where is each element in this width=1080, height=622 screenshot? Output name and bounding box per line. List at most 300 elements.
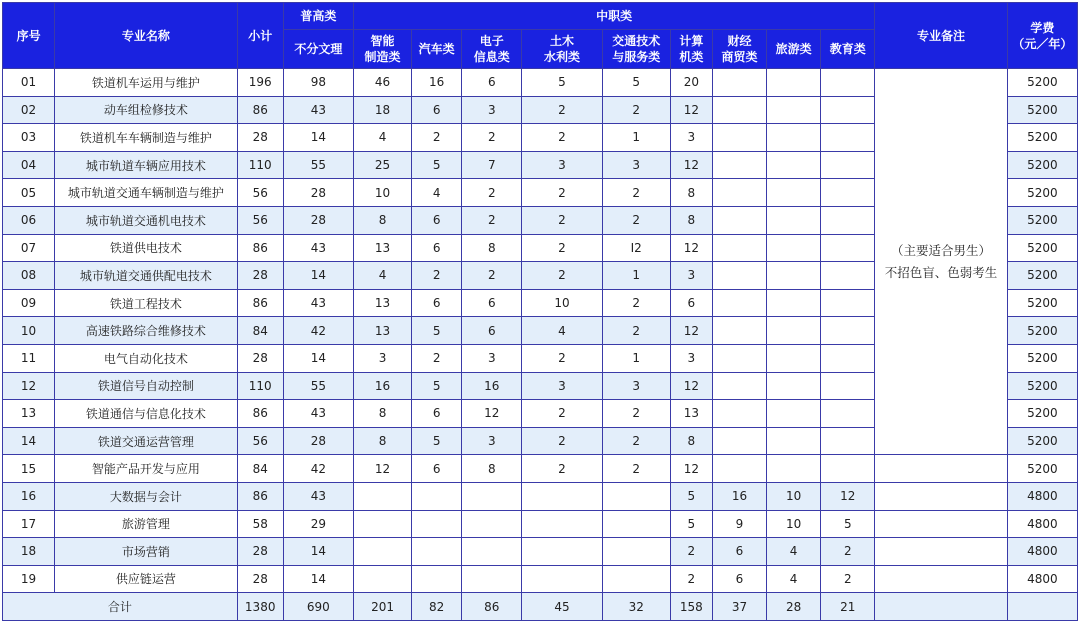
- row-zhongzhi-value: 8: [462, 455, 522, 483]
- row-zhongzhi-value: 2: [462, 179, 522, 207]
- row-zhongzhi-value: 10: [767, 510, 821, 538]
- row-fee: 5200: [1007, 400, 1077, 428]
- header-gaokao-group: 普高类: [283, 3, 353, 30]
- row-fee: 5200: [1007, 124, 1077, 152]
- table-row: [3, 538, 1078, 566]
- row-zhongzhi-value: [767, 124, 821, 152]
- table-row: [3, 482, 1078, 510]
- total-gaokao: 690: [283, 593, 353, 621]
- total-row: [3, 593, 1078, 621]
- row-seq: 18: [3, 538, 55, 566]
- row-zhongzhi-value: 2: [602, 400, 670, 428]
- row-zhongzhi-value: 1: [602, 262, 670, 290]
- row-zhongzhi-value: 7: [462, 151, 522, 179]
- enrollment-plan-table: [2, 2, 1078, 621]
- row-zhongzhi-value: 2: [522, 124, 602, 152]
- row-major-name: 城市轨道车辆应用技术: [55, 151, 238, 179]
- row-major-name: 电气自动化技术: [55, 344, 238, 372]
- row-zhongzhi-value: [821, 234, 875, 262]
- row-zhongzhi-value: 16: [353, 372, 411, 400]
- header-zhongzhi-col: 土木 水利类: [522, 30, 602, 69]
- row-zhongzhi-value: 1: [602, 124, 670, 152]
- row-zhongzhi-value: 8: [353, 400, 411, 428]
- row-major-name: 高速铁路综合维修技术: [55, 317, 238, 345]
- row-fee: 5200: [1007, 151, 1077, 179]
- row-zhongzhi-value: 8: [353, 427, 411, 455]
- row-seq: 01: [3, 69, 55, 97]
- row-subtotal: 56: [237, 206, 283, 234]
- header-gaokao-sub: 不分文理: [283, 30, 353, 69]
- row-fee: 5200: [1007, 455, 1077, 483]
- row-gaokao: 28: [283, 206, 353, 234]
- row-zhongzhi-value: 6: [462, 317, 522, 345]
- row-zhongzhi-value: 5: [602, 69, 670, 97]
- note-line-1: （主要适合男生）: [891, 242, 992, 258]
- row-subtotal: 28: [237, 565, 283, 593]
- row-zhongzhi-value: 8: [353, 206, 411, 234]
- row-subtotal: 28: [237, 538, 283, 566]
- row-zhongzhi-value: [767, 289, 821, 317]
- row-zhongzhi-value: [522, 482, 602, 510]
- row-zhongzhi-value: 16: [712, 482, 766, 510]
- row-subtotal: 86: [237, 289, 283, 317]
- row-gaokao: 29: [283, 510, 353, 538]
- row-seq: 15: [3, 455, 55, 483]
- row-zhongzhi-value: 3: [522, 372, 602, 400]
- row-seq: 19: [3, 565, 55, 593]
- row-zhongzhi-value: 8: [670, 179, 712, 207]
- row-gaokao: 43: [283, 289, 353, 317]
- total-note-empty: [875, 593, 1007, 621]
- row-zhongzhi-value: 2: [522, 262, 602, 290]
- row-subtotal: 56: [237, 179, 283, 207]
- row-gaokao: 43: [283, 96, 353, 124]
- row-zhongzhi-value: 4: [522, 317, 602, 345]
- row-gaokao: 55: [283, 151, 353, 179]
- table-row: [3, 455, 1078, 483]
- row-zhongzhi-value: 5: [522, 69, 602, 97]
- row-zhongzhi-value: 6: [412, 289, 462, 317]
- row-gaokao: 43: [283, 482, 353, 510]
- table-row: [3, 565, 1078, 593]
- row-zhongzhi-value: 6: [412, 234, 462, 262]
- row-seq: 11: [3, 344, 55, 372]
- row-zhongzhi-value: [412, 565, 462, 593]
- header-fee: 学费 （元／年）: [1007, 3, 1077, 69]
- row-zhongzhi-value: [353, 510, 411, 538]
- row-subtotal: 28: [237, 124, 283, 152]
- row-zhongzhi-value: [767, 344, 821, 372]
- row-major-name: 智能产品开发与应用: [55, 455, 238, 483]
- row-zhongzhi-value: 6: [670, 289, 712, 317]
- row-fee: 5200: [1007, 206, 1077, 234]
- row-seq: 16: [3, 482, 55, 510]
- row-zhongzhi-value: [462, 510, 522, 538]
- row-zhongzhi-value: [821, 372, 875, 400]
- row-zhongzhi-value: 6: [412, 206, 462, 234]
- header-zhongzhi-group: 中职类: [353, 3, 874, 30]
- header-zhongzhi-col: 汽车类: [412, 30, 462, 69]
- row-zhongzhi-value: 18: [353, 96, 411, 124]
- row-zhongzhi-value: 8: [670, 427, 712, 455]
- row-seq: 17: [3, 510, 55, 538]
- row-seq: 05: [3, 179, 55, 207]
- row-zhongzhi-value: 6: [412, 455, 462, 483]
- row-zhongzhi-value: 10: [767, 482, 821, 510]
- row-zhongzhi-value: [767, 400, 821, 428]
- row-gaokao: 28: [283, 179, 353, 207]
- row-fee: 5200: [1007, 289, 1077, 317]
- header-zhongzhi-col: 旅游类: [767, 30, 821, 69]
- row-zhongzhi-value: 2: [670, 565, 712, 593]
- row-zhongzhi-value: 12: [670, 96, 712, 124]
- row-zhongzhi-value: [522, 565, 602, 593]
- row-zhongzhi-value: [767, 317, 821, 345]
- row-subtotal: 84: [237, 317, 283, 345]
- row-zhongzhi-value: [767, 234, 821, 262]
- row-seq: 09: [3, 289, 55, 317]
- row-zhongzhi-value: [712, 317, 766, 345]
- row-zhongzhi-value: 2: [462, 262, 522, 290]
- row-major-name: 供应链运营: [55, 565, 238, 593]
- row-gaokao: 42: [283, 455, 353, 483]
- row-zhongzhi-value: [767, 69, 821, 97]
- row-zhongzhi-value: 13: [353, 289, 411, 317]
- row-zhongzhi-value: 2: [412, 124, 462, 152]
- row-fee: 5200: [1007, 344, 1077, 372]
- row-zhongzhi-value: [712, 400, 766, 428]
- row-gaokao: 43: [283, 234, 353, 262]
- row-note-empty: [875, 565, 1007, 593]
- row-zhongzhi-value: [821, 179, 875, 207]
- row-gaokao: 98: [283, 69, 353, 97]
- row-major-name: 铁道机车运用与维护: [55, 69, 238, 97]
- row-gaokao: 55: [283, 372, 353, 400]
- header-note: 专业备注: [875, 3, 1007, 69]
- row-zhongzhi-value: 4: [412, 179, 462, 207]
- total-zhongzhi-value: 45: [522, 593, 602, 621]
- total-zhongzhi-value: 32: [602, 593, 670, 621]
- row-zhongzhi-value: 13: [353, 234, 411, 262]
- row-zhongzhi-value: [712, 69, 766, 97]
- row-zhongzhi-value: 12: [353, 455, 411, 483]
- row-subtotal: 84: [237, 455, 283, 483]
- row-zhongzhi-value: 12: [670, 372, 712, 400]
- row-zhongzhi-value: 6: [462, 69, 522, 97]
- row-major-name: 城市轨道交通机电技术: [55, 206, 238, 234]
- row-major-name: 大数据与会计: [55, 482, 238, 510]
- row-zhongzhi-value: 2: [602, 427, 670, 455]
- row-major-name: 旅游管理: [55, 510, 238, 538]
- total-zhongzhi-value: 82: [412, 593, 462, 621]
- header-zhongzhi-col: 电子 信息类: [462, 30, 522, 69]
- row-subtotal: 86: [237, 96, 283, 124]
- row-note-empty: [875, 510, 1007, 538]
- row-zhongzhi-value: 3: [353, 344, 411, 372]
- row-zhongzhi-value: [412, 482, 462, 510]
- row-zhongzhi-value: [767, 151, 821, 179]
- row-seq: 02: [3, 96, 55, 124]
- row-gaokao: 14: [283, 262, 353, 290]
- row-zhongzhi-value: [412, 538, 462, 566]
- row-subtotal: 86: [237, 482, 283, 510]
- row-zhongzhi-value: 13: [670, 400, 712, 428]
- total-zhongzhi-value: 37: [712, 593, 766, 621]
- row-zhongzhi-value: 20: [670, 69, 712, 97]
- header-zhongzhi-col: 交通技术 与服务类: [602, 30, 670, 69]
- row-zhongzhi-value: [462, 565, 522, 593]
- row-zhongzhi-value: [353, 565, 411, 593]
- row-note-empty: [875, 482, 1007, 510]
- row-major-name: 市场营销: [55, 538, 238, 566]
- row-zhongzhi-value: 5: [670, 510, 712, 538]
- row-zhongzhi-value: 2: [522, 206, 602, 234]
- row-zhongzhi-value: 2: [412, 344, 462, 372]
- row-subtotal: 58: [237, 510, 283, 538]
- row-zhongzhi-value: 4: [353, 124, 411, 152]
- row-zhongzhi-value: 2: [522, 234, 602, 262]
- row-zhongzhi-value: 16: [462, 372, 522, 400]
- row-zhongzhi-value: 2: [522, 179, 602, 207]
- row-seq: 10: [3, 317, 55, 345]
- table-row: [3, 69, 1078, 97]
- row-zhongzhi-value: [821, 262, 875, 290]
- row-zhongzhi-value: 2: [462, 206, 522, 234]
- header-zhongzhi-col: 教育类: [821, 30, 875, 69]
- row-gaokao: 14: [283, 538, 353, 566]
- row-zhongzhi-value: [712, 234, 766, 262]
- row-zhongzhi-value: [712, 427, 766, 455]
- row-subtotal: 56: [237, 427, 283, 455]
- header-major: 专业名称: [55, 3, 238, 69]
- row-zhongzhi-value: [462, 482, 522, 510]
- row-zhongzhi-value: [821, 96, 875, 124]
- row-zhongzhi-value: 3: [522, 151, 602, 179]
- row-zhongzhi-value: [522, 538, 602, 566]
- row-zhongzhi-value: [821, 427, 875, 455]
- row-fee: 5200: [1007, 262, 1077, 290]
- row-subtotal: 86: [237, 234, 283, 262]
- row-zhongzhi-value: 2: [522, 427, 602, 455]
- row-zhongzhi-value: [821, 151, 875, 179]
- row-zhongzhi-value: 12: [670, 234, 712, 262]
- row-zhongzhi-value: [712, 124, 766, 152]
- row-zhongzhi-value: 4: [767, 565, 821, 593]
- table-row: [3, 510, 1078, 538]
- total-zhongzhi-value: 21: [821, 593, 875, 621]
- row-zhongzhi-value: 25: [353, 151, 411, 179]
- row-zhongzhi-value: 2: [602, 206, 670, 234]
- major-note: [875, 69, 1007, 455]
- row-major-name: 动车组检修技术: [55, 96, 238, 124]
- row-zhongzhi-value: 13: [353, 317, 411, 345]
- row-zhongzhi-value: 3: [670, 262, 712, 290]
- row-fee: 4800: [1007, 565, 1077, 593]
- row-major-name: 铁道工程技术: [55, 289, 238, 317]
- row-zhongzhi-value: 2: [821, 565, 875, 593]
- row-zhongzhi-value: 5: [670, 482, 712, 510]
- row-zhongzhi-value: [712, 96, 766, 124]
- row-zhongzhi-value: [353, 482, 411, 510]
- row-zhongzhi-value: 2: [522, 344, 602, 372]
- row-note-empty: [875, 455, 1007, 483]
- row-major-name: 城市轨道交通供配电技术: [55, 262, 238, 290]
- row-fee: 4800: [1007, 538, 1077, 566]
- row-fee: 5200: [1007, 372, 1077, 400]
- row-zhongzhi-value: [821, 124, 875, 152]
- row-seq: 08: [3, 262, 55, 290]
- row-zhongzhi-value: 1: [602, 344, 670, 372]
- row-zhongzhi-value: [412, 510, 462, 538]
- row-fee: 5200: [1007, 234, 1077, 262]
- row-zhongzhi-value: [767, 427, 821, 455]
- row-zhongzhi-value: [712, 262, 766, 290]
- row-seq: 06: [3, 206, 55, 234]
- row-zhongzhi-value: 8: [670, 206, 712, 234]
- total-fee-empty: [1007, 593, 1077, 621]
- row-seq: 14: [3, 427, 55, 455]
- row-zhongzhi-value: 2: [602, 317, 670, 345]
- row-zhongzhi-value: 3: [462, 96, 522, 124]
- row-zhongzhi-value: [602, 482, 670, 510]
- row-zhongzhi-value: 12: [462, 400, 522, 428]
- row-zhongzhi-value: 8: [462, 234, 522, 262]
- row-major-name: 城市轨道交通车辆制造与维护: [55, 179, 238, 207]
- total-subtotal: 1380: [237, 593, 283, 621]
- note-line-2: 不招色盲、色弱考生: [884, 264, 998, 280]
- row-zhongzhi-value: [712, 455, 766, 483]
- row-major-name: 铁道交通运营管理: [55, 427, 238, 455]
- row-fee: 5200: [1007, 427, 1077, 455]
- row-zhongzhi-value: 12: [670, 317, 712, 345]
- row-zhongzhi-value: 9: [712, 510, 766, 538]
- row-seq: 12: [3, 372, 55, 400]
- row-zhongzhi-value: 2: [602, 96, 670, 124]
- row-subtotal: 196: [237, 69, 283, 97]
- row-zhongzhi-value: 2: [670, 538, 712, 566]
- row-major-name: 铁道通信与信息化技术: [55, 400, 238, 428]
- row-zhongzhi-value: 3: [462, 427, 522, 455]
- row-zhongzhi-value: [821, 317, 875, 345]
- total-zhongzhi-value: 28: [767, 593, 821, 621]
- row-zhongzhi-value: [821, 289, 875, 317]
- row-zhongzhi-value: [821, 344, 875, 372]
- row-gaokao: 14: [283, 344, 353, 372]
- row-zhongzhi-value: [821, 400, 875, 428]
- row-zhongzhi-value: 16: [412, 69, 462, 97]
- row-subtotal: 28: [237, 262, 283, 290]
- row-zhongzhi-value: 4: [767, 538, 821, 566]
- row-zhongzhi-value: 6: [712, 538, 766, 566]
- row-zhongzhi-value: [712, 344, 766, 372]
- row-zhongzhi-value: [821, 206, 875, 234]
- header-zhongzhi-col: 计算 机类: [670, 30, 712, 69]
- row-zhongzhi-value: [767, 372, 821, 400]
- row-zhongzhi-value: [712, 372, 766, 400]
- row-fee: 5200: [1007, 69, 1077, 97]
- row-zhongzhi-value: 2: [522, 96, 602, 124]
- row-zhongzhi-value: 6: [412, 96, 462, 124]
- row-zhongzhi-value: 3: [602, 372, 670, 400]
- row-major-name: 铁道信号自动控制: [55, 372, 238, 400]
- row-fee: 4800: [1007, 510, 1077, 538]
- row-zhongzhi-value: 6: [712, 565, 766, 593]
- row-zhongzhi-value: [767, 262, 821, 290]
- row-zhongzhi-value: 5: [412, 317, 462, 345]
- row-gaokao: 14: [283, 124, 353, 152]
- row-subtotal: 110: [237, 151, 283, 179]
- total-label: 合计: [3, 593, 238, 621]
- row-zhongzhi-value: [522, 510, 602, 538]
- row-zhongzhi-value: 3: [602, 151, 670, 179]
- row-fee: 5200: [1007, 96, 1077, 124]
- row-zhongzhi-value: I2: [602, 234, 670, 262]
- row-zhongzhi-value: [602, 538, 670, 566]
- row-zhongzhi-value: 12: [670, 455, 712, 483]
- row-zhongzhi-value: 2: [462, 124, 522, 152]
- row-subtotal: 110: [237, 372, 283, 400]
- row-fee: 5200: [1007, 179, 1077, 207]
- row-seq: 07: [3, 234, 55, 262]
- row-zhongzhi-value: 46: [353, 69, 411, 97]
- header-seq: 序号: [3, 3, 55, 69]
- row-zhongzhi-value: 2: [602, 289, 670, 317]
- row-zhongzhi-value: [821, 69, 875, 97]
- row-zhongzhi-value: 3: [670, 344, 712, 372]
- row-gaokao: 14: [283, 565, 353, 593]
- row-zhongzhi-value: [767, 206, 821, 234]
- row-zhongzhi-value: [767, 179, 821, 207]
- row-seq: 03: [3, 124, 55, 152]
- row-subtotal: 28: [237, 344, 283, 372]
- total-zhongzhi-value: 158: [670, 593, 712, 621]
- row-zhongzhi-value: 2: [522, 400, 602, 428]
- row-zhongzhi-value: 6: [412, 400, 462, 428]
- row-zhongzhi-value: [462, 538, 522, 566]
- row-zhongzhi-value: 5: [412, 151, 462, 179]
- row-zhongzhi-value: [602, 510, 670, 538]
- row-zhongzhi-value: 6: [462, 289, 522, 317]
- row-zhongzhi-value: 2: [522, 455, 602, 483]
- row-fee: 4800: [1007, 482, 1077, 510]
- total-zhongzhi-value: 86: [462, 593, 522, 621]
- row-zhongzhi-value: 3: [462, 344, 522, 372]
- header-subtotal: 小计: [237, 3, 283, 69]
- row-zhongzhi-value: [767, 96, 821, 124]
- row-zhongzhi-value: 5: [412, 427, 462, 455]
- row-zhongzhi-value: 10: [522, 289, 602, 317]
- row-fee: 5200: [1007, 317, 1077, 345]
- row-zhongzhi-value: 2: [412, 262, 462, 290]
- row-zhongzhi-value: 5: [412, 372, 462, 400]
- row-major-name: 铁道机车车辆制造与维护: [55, 124, 238, 152]
- row-zhongzhi-value: 2: [602, 455, 670, 483]
- row-zhongzhi-value: 12: [821, 482, 875, 510]
- row-major-name: 铁道供电技术: [55, 234, 238, 262]
- row-zhongzhi-value: 10: [353, 179, 411, 207]
- total-zhongzhi-value: 201: [353, 593, 411, 621]
- row-zhongzhi-value: 2: [821, 538, 875, 566]
- row-zhongzhi-value: 12: [670, 151, 712, 179]
- row-seq: 04: [3, 151, 55, 179]
- row-gaokao: 28: [283, 427, 353, 455]
- row-gaokao: 43: [283, 400, 353, 428]
- row-zhongzhi-value: [712, 206, 766, 234]
- row-zhongzhi-value: [767, 455, 821, 483]
- row-zhongzhi-value: [712, 151, 766, 179]
- row-subtotal: 86: [237, 400, 283, 428]
- header-zhongzhi-col: 智能 制造类: [353, 30, 411, 69]
